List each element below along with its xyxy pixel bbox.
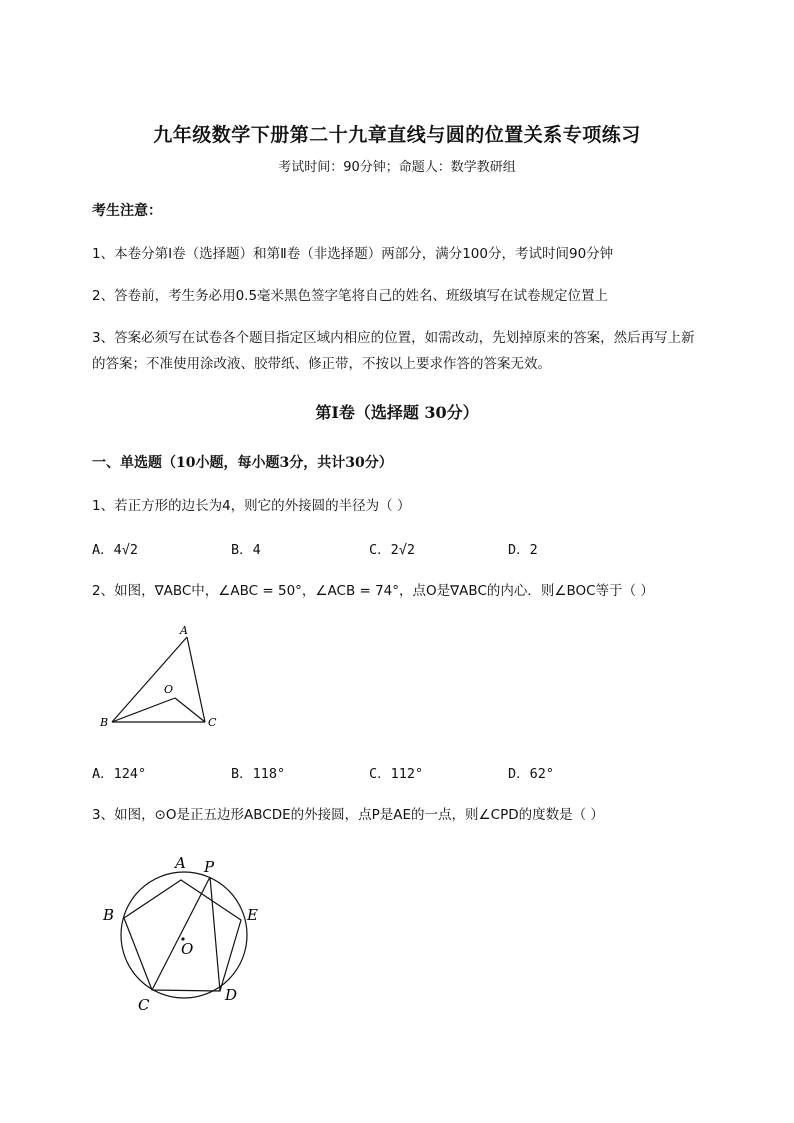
q1-option-d: D．2 [508, 542, 538, 558]
page-title: 九年级数学下册第二十九章直线与圆的位置关系专项练习 [153, 124, 641, 146]
question-2-stem: 2、如图，∇ABC中，∠ABC = 50°，∠ACB = 74°，点O是∇ABC的内心．则∠BOC等于（ ） [92, 583, 654, 599]
vertex-label-e: E [247, 906, 258, 924]
q2-option-b: B．118° [231, 766, 286, 782]
center-label-o: O [181, 940, 194, 958]
notes-heading: 考生注意： [92, 203, 162, 219]
exam-info: 考试时间：90分钟；命题人：数学教研组 [278, 160, 516, 175]
q2-option-a: A．124° [92, 766, 147, 782]
section-title: 第Ⅰ卷（选择题 30分） [315, 403, 479, 422]
part-heading: 一、单选题（10小题，每小题3分，共计30分） [92, 455, 393, 471]
segment-bo [112, 698, 175, 722]
q2-option-c: C．112° [369, 766, 424, 782]
vertex-label-b: B [103, 906, 115, 924]
point-label-p: P [204, 858, 215, 876]
question-3-stem: 3、如图，⊙O是正五边形ABCDE的外接圆，点P是AE的一点，则∠CPD的度数是（ ） [92, 807, 604, 823]
note-item: 的答案；不准使用涂改液、胶带纸、修正带，不按以上要求作答的答案无效。 [92, 356, 551, 372]
vertex-label-a: A [180, 624, 188, 637]
pentagon-abcde [124, 880, 241, 991]
vertex-label-c: C [208, 716, 217, 729]
note-item: 2、答卷前，考生务必用0.5毫米黑色签字笔将自己的姓名、班级填写在试卷规定位置上 [92, 288, 609, 304]
vertex-label-c: C [138, 996, 150, 1014]
side-ab [112, 637, 187, 722]
note-item: 1、本卷分第Ⅰ卷（选择题）和第Ⅱ卷（非选择题）两部分，满分100分，考试时间90分钟 [92, 246, 614, 262]
pentagon-circle-figure [95, 850, 275, 1020]
circumcircle [121, 872, 247, 998]
q1-option-b: B．4 [231, 542, 261, 558]
note-item: 3、答案必须写在试卷各个题目指定区域内相应的位置，如需改动，先划掉原来的答案，然后再写上新 [92, 330, 695, 346]
q1-option-a: A．4√2 [92, 542, 139, 558]
vertex-label-b: B [100, 716, 109, 729]
incenter-label-o: O [164, 683, 174, 696]
q2-option-d: D．62° [508, 766, 555, 782]
question-1-stem: 1、若正方形的边长为4，则它的外接圆的半径为（ ） [92, 498, 411, 514]
segment-pd [210, 877, 220, 991]
q1-option-c: C．2√2 [369, 542, 416, 558]
vertex-label-d: D [225, 986, 238, 1004]
triangle-figure [92, 620, 232, 735]
vertex-label-a: A [175, 854, 186, 872]
